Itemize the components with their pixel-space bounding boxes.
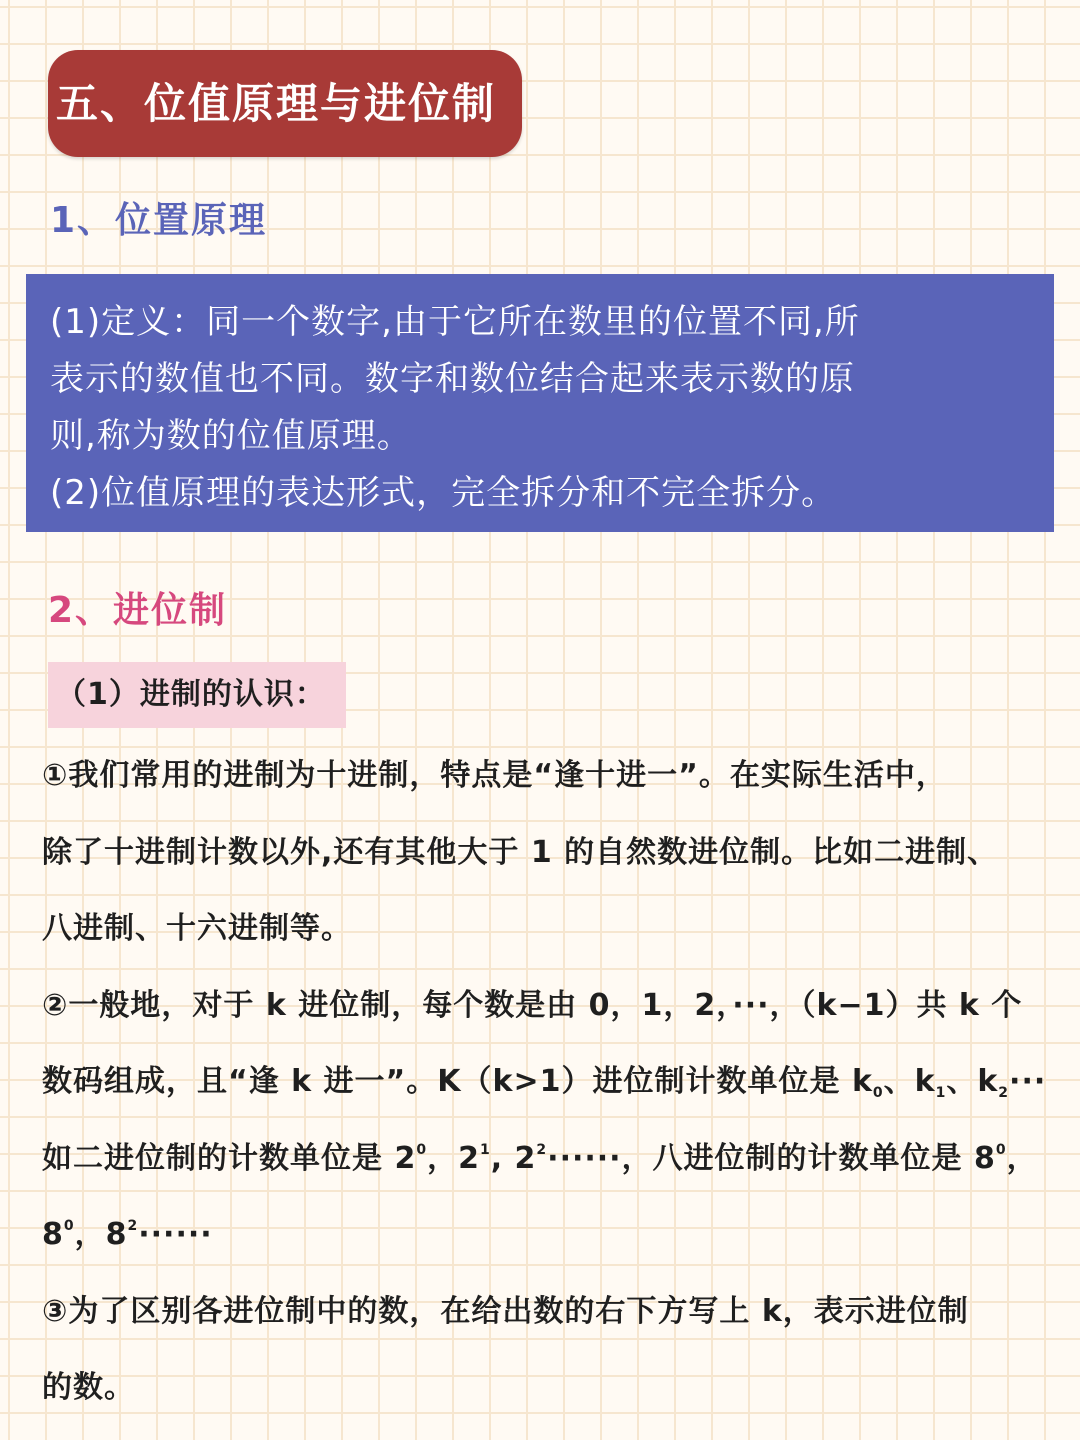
subscript: 0 bbox=[872, 1085, 884, 1101]
exponent: 2 bbox=[127, 1218, 139, 1234]
comma: , bbox=[490, 1140, 515, 1176]
ellipsis: ······ bbox=[547, 1140, 622, 1176]
exponent: 0 bbox=[416, 1141, 428, 1158]
paragraph-line: 的数。 bbox=[42, 1370, 135, 1405]
part1-heading: 1、位置原理 bbox=[50, 200, 268, 241]
subscript: 1 bbox=[935, 1085, 947, 1101]
exponent: 2 bbox=[536, 1141, 548, 1158]
exponent: 0 bbox=[995, 1141, 1007, 1158]
paragraph-line: 除了十进制计数以外,还有其他大于 1 的自然数进位制。比如二进制、 bbox=[42, 834, 999, 870]
text-run: ，八进位制的计数单位是 bbox=[621, 1140, 975, 1176]
exponent: 1 bbox=[479, 1141, 491, 1158]
base-number: 2 bbox=[394, 1140, 417, 1176]
k-symbol: k bbox=[977, 1064, 999, 1099]
ellipsis: ··· bbox=[1009, 1064, 1047, 1099]
definition-box bbox=[26, 274, 1054, 532]
base-number: 2 bbox=[514, 1140, 537, 1176]
part2-heading: 2、进位制 bbox=[48, 590, 228, 631]
k-symbol: k bbox=[914, 1064, 936, 1099]
section-title-badge bbox=[48, 50, 522, 157]
subscript: 2 bbox=[998, 1085, 1010, 1101]
definition-line: (1)定义：同一个数字,由于它所在数里的位置不同,所 bbox=[50, 302, 860, 342]
paragraph-line bbox=[42, 1121, 1058, 1198]
paragraph-line: 八进制、十六进制等。 bbox=[42, 911, 352, 946]
ellipsis: ······ bbox=[138, 1217, 213, 1252]
base-number: 8 bbox=[42, 1217, 64, 1252]
comma: ， bbox=[74, 1217, 106, 1252]
text-run: 如二进位制的计数单位是 bbox=[42, 1140, 395, 1176]
section-title: 五、位值原理与进位制 bbox=[56, 79, 497, 128]
paragraph-line bbox=[42, 1044, 1058, 1121]
separator: 、 bbox=[883, 1064, 915, 1099]
paragraph-line: ③为了区别各进位制中的数，在给出数的右下方写上 k，表示进位制 bbox=[42, 1293, 969, 1329]
base-number: 2 bbox=[458, 1140, 480, 1176]
base-number: 8 bbox=[974, 1140, 996, 1176]
k-symbol: k bbox=[851, 1064, 873, 1099]
paragraph-line: ①我们常用的进制为十进制，特点是“逢十进一”。在实际生活中， bbox=[42, 758, 947, 793]
paragraph-line bbox=[42, 1197, 1058, 1274]
definition-line: 则,称为数的位值原理。 bbox=[50, 416, 412, 456]
exponent: 0 bbox=[63, 1218, 75, 1234]
separator: 、 bbox=[946, 1064, 978, 1099]
comma: ， bbox=[1006, 1140, 1038, 1176]
text-run: 数码组成，且“逢 k 进一”。K（k>1）进位制计数单位是 bbox=[42, 1064, 852, 1099]
subheading-label: （1）进制的认识： bbox=[56, 677, 326, 712]
comma: ， bbox=[427, 1140, 459, 1176]
definition-line: 表示的数值也不同。数字和数位结合起来表示数的原 bbox=[50, 359, 855, 399]
body-text bbox=[42, 738, 1058, 1427]
paragraph-line: ②一般地，对于 k 进位制，每个数是由 0，1，2，···，（k−1）共 k 个 bbox=[42, 987, 1023, 1023]
subheading-tag bbox=[48, 662, 346, 728]
definition-line: (2)位值原理的表达形式，完全拆分和不完全拆分。 bbox=[50, 473, 837, 513]
base-number: 8 bbox=[105, 1217, 128, 1252]
